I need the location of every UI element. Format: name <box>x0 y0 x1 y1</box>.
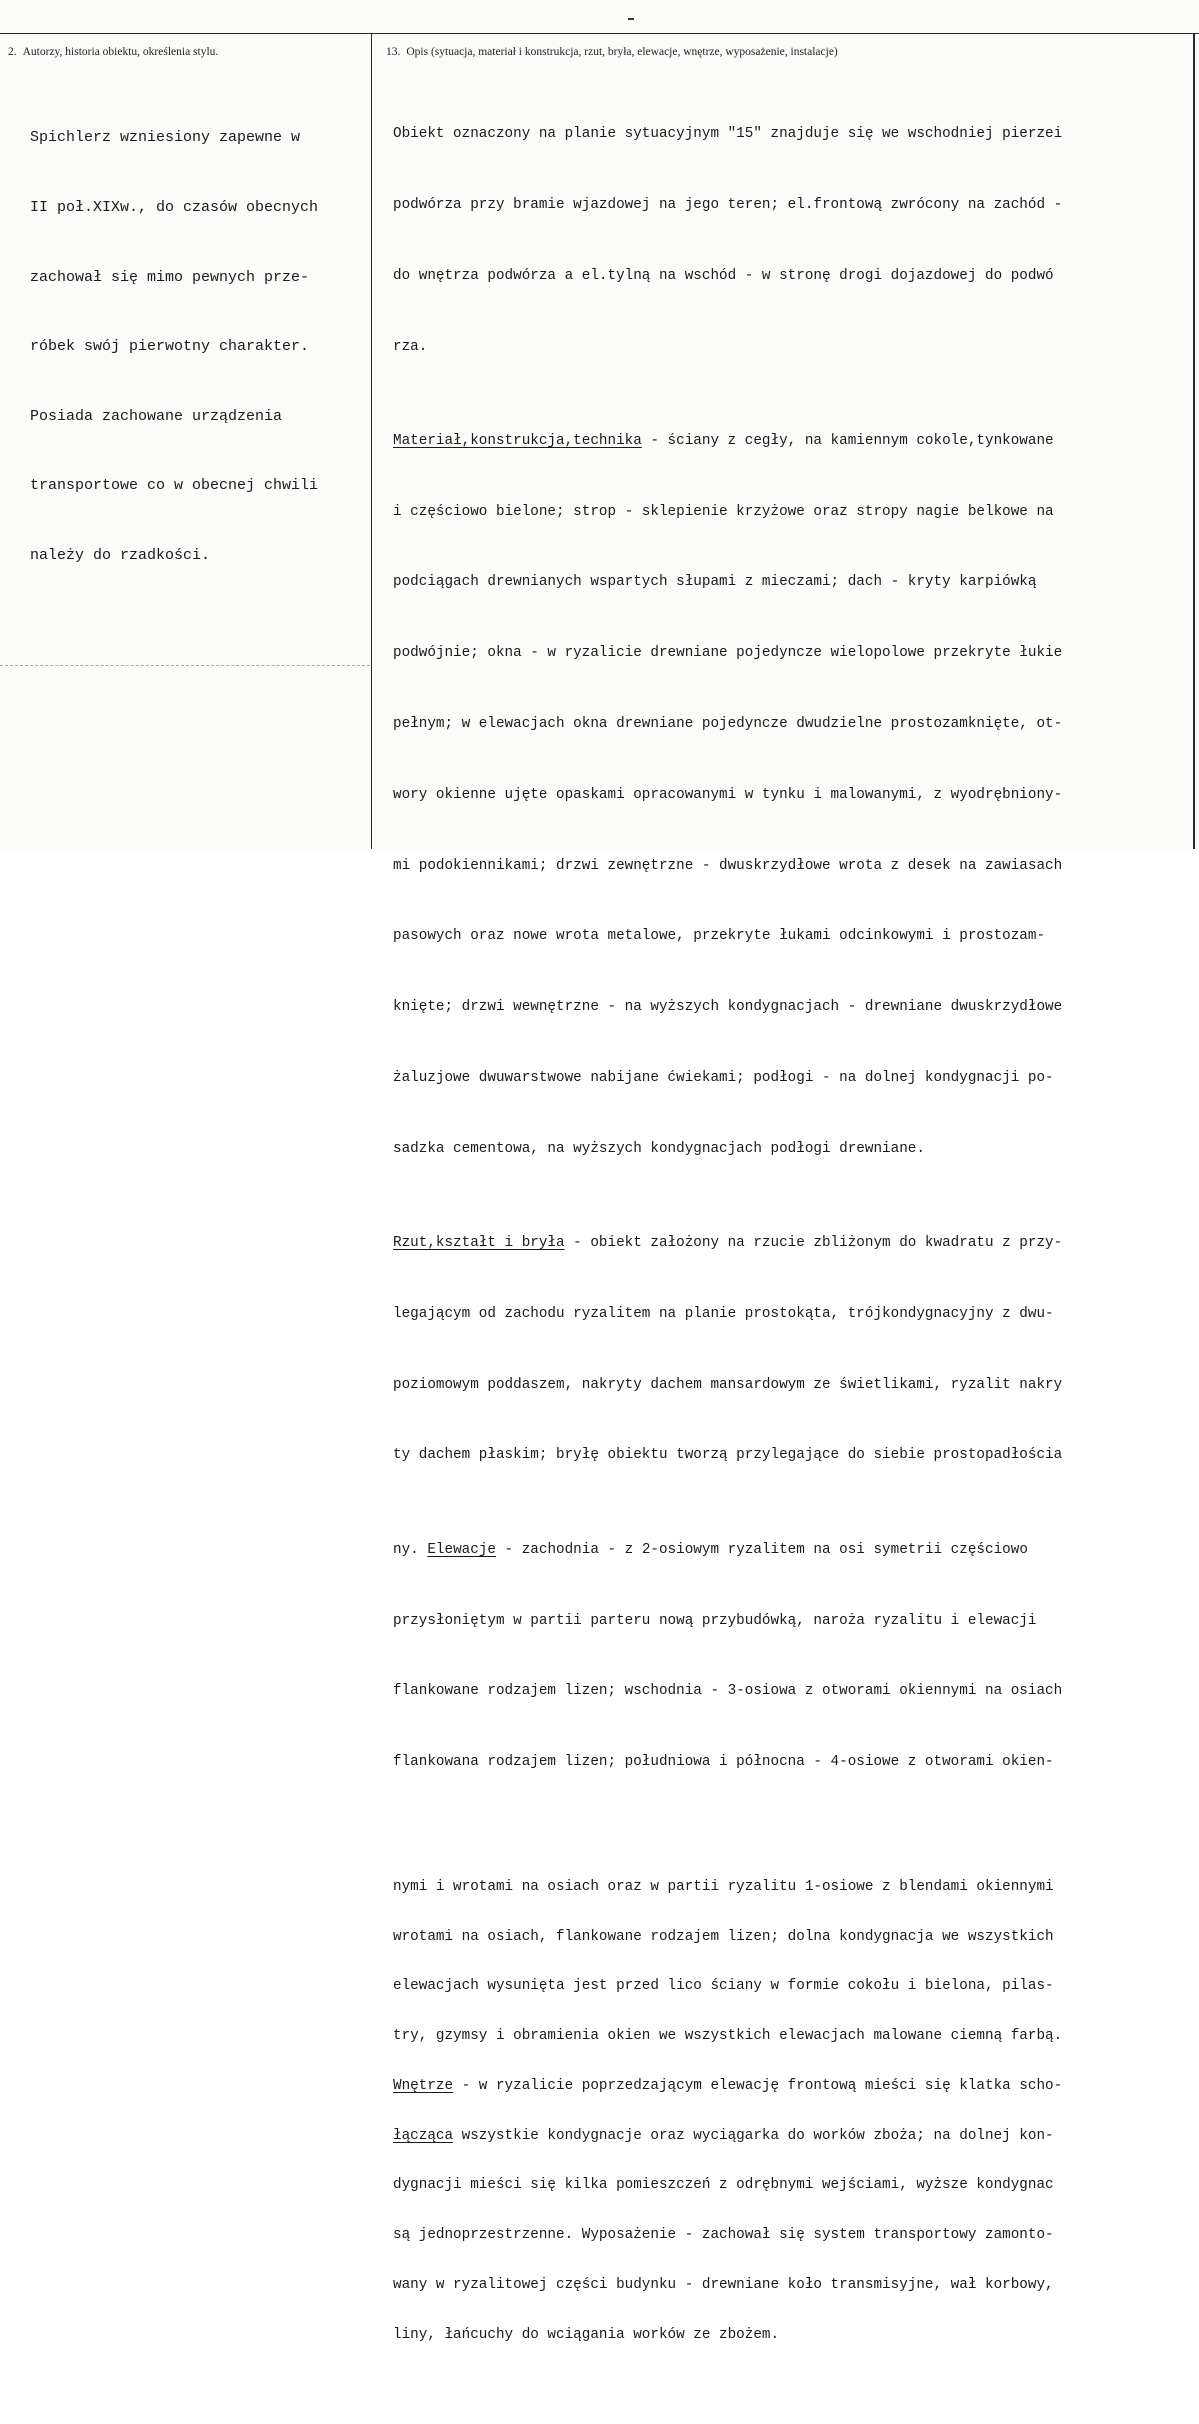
left-column-header <box>8 46 218 58</box>
rzut-heading: Rzut,kształt i bryła <box>393 1235 565 1252</box>
left-line: róbek swój pierwotny charakter. <box>30 338 310 356</box>
dashed-mark <box>0 665 370 666</box>
intro-line: do wnętrza podwórza a el.tylną na wschód - w stronę drogi dojazdowej do podwó <box>393 267 1054 284</box>
left-column-text <box>30 80 365 614</box>
dense-line: nymi i wrotami na osiach oraz w partii ryzalitu 1-osiowe z blendami okiennymi <box>393 1878 1054 1895</box>
left-line: należy do rzadkości. <box>30 547 211 565</box>
material-line: i częściowo bielone; strop - sklepienie krzyżowe oraz stropy nagie belkowe na <box>393 503 1054 520</box>
elewacje-first-line <box>393 1539 1193 1563</box>
material-first-line <box>393 430 1193 454</box>
intro-line: rza. <box>393 338 428 355</box>
rzut-line: legającym od zachodu ryzalitem na planie prostokąta, trójkondygnacyjny z dwu- <box>393 1305 1054 1322</box>
wnetrze-first-rest: - w ryzalicie poprzedzającym elewację frontową mieści się klatka scho- <box>453 2077 1063 2094</box>
rzut-line: ty dachem płaskim; bryłę obiektu tworzą przylegające do siebie prostopadłościa <box>393 1447 1063 1464</box>
right-header-title: Opis (sytuacja, materiał i konstrukcja, rzut, bryła, elewacje, wnętrze, wyposażenie, instalacje) <box>406 46 838 58</box>
wnetrze-line: dygnacji mieści się kilka pomieszczeń z odrębnymi wejściami, wyższe kondygnac <box>393 2177 1054 2194</box>
rzut-first-rest: - obiekt założony na rzucie zbliżonym do kwadratu z przy- <box>564 1235 1063 1252</box>
material-line: knięte; drzwi wewnętrzne - na wyższych kondygnacjach - drewniane dwuskrzydłowe <box>393 999 1063 1016</box>
rzut-first-line <box>393 1232 1193 1256</box>
material-line: żaluzjowe dwuwarstwowe nabijane ćwiekami; podłogi - na dolnej kondygnacji po- <box>393 1069 1054 1086</box>
dense-line: elewacjach wysunięta jest przed lico ściany w formie cokołu i bielona, pilas- <box>393 1978 1054 1995</box>
wnetrze-second-line <box>393 2128 1193 2145</box>
form-right-border <box>1193 33 1195 849</box>
material-line: sadzka cementowa, na wyższych kondygnacjach podłogi drewniane. <box>393 1140 925 1157</box>
elewacje-first-rest: - zachodnia - z 2-osiowym ryzalitem na osi symetrii częściowo <box>495 1541 1028 1558</box>
elewacje-line: flankowana rodzajem lizen; południowa i północna - 4-osiowe z otworami okien- <box>393 1754 1054 1771</box>
left-line: Posiada zachowane urządzenia <box>30 407 283 425</box>
wnetrze-line: są jednoprzestrzenne. Wyposażenie - zachował się system transportowy zamonto- <box>393 2227 1054 2244</box>
left-line: zachował się mimo pewnych prze- <box>30 268 310 286</box>
material-line: podwójnie; okna - w ryzalicie drewniane pojedyncze wielopolowe przekryte łukie <box>393 645 1063 662</box>
wnetrze-first-line <box>393 2078 1193 2095</box>
dense-line: wrotami na osiach, flankowane rodzajem lizen; dolna kondygnacja we wszystkich <box>393 1928 1054 1945</box>
rzut-line: poziomowym poddaszem, nakryty dachem mansardowym ze świetlikami, ryzalit nakry <box>393 1376 1063 1393</box>
material-line: mi podokiennikami; drzwi zewnętrzne - dwuskrzydłowe wrota z desek na zawiasach <box>393 857 1063 874</box>
left-header-number: 2. <box>8 46 17 58</box>
wnetrze-line: liny, łańcuchy do wciągania worków ze zbożem. <box>393 2326 780 2343</box>
form-top-border <box>0 33 1199 34</box>
column-divider <box>371 33 372 849</box>
wnetrze-second-heading: łącząca <box>393 2127 454 2144</box>
left-line: II poł.XIXw., do czasów obecnych <box>30 199 319 217</box>
elewacje-heading: Elewacje <box>427 1541 496 1558</box>
elewacje-line: flankowane rodzajem lizen; wschodnia - 3-osiowa z otworami okiennymi na osiach <box>393 1683 1063 1700</box>
intro-line: Obiekt oznaczony na planie sytuacyjnym "15" znajduje się we wschodniej pierzei <box>393 126 1063 143</box>
material-line: wory okienne ujęte opaskami opracowanymi w tynku i malowanymi, z wyodrębniony- <box>393 786 1063 803</box>
material-heading: Materiał,konstrukcja,technika <box>393 432 642 449</box>
material-line: pełnym; w elewacjach okna drewniane pojedyncze dwudzielne prostozamknięte, ot- <box>393 716 1063 733</box>
right-column-text <box>393 76 1193 2424</box>
elewacje-prefix: ny. <box>393 1541 428 1558</box>
right-header-number: 13. <box>386 46 401 58</box>
material-line: podciągach drewnianych wspartych słupami z mieczami; dach - kryty karpiówką <box>393 574 1037 591</box>
right-column-header <box>386 46 838 58</box>
left-line: transportowe co w obecnej chwili <box>30 477 319 495</box>
material-line: pasowych oraz nowe wrota metalowe, przekryte łukami odcinkowymi i prostozam- <box>393 928 1046 945</box>
wnetrze-heading: Wnętrze <box>393 2077 454 2094</box>
wnetrze-second-rest: wszystkie kondygnacje oraz wyciągarka do worków zboża; na dolnej kon- <box>453 2127 1054 2144</box>
elewacje-line: przysłoniętym w partii parteru nową przybudówką, naroża ryzalitu i elewacji <box>393 1612 1037 1629</box>
wnetrze-line: wany w ryzalitowej części budynku - drewniane koło transmisyjne, wał korbowy, <box>393 2276 1054 2293</box>
left-line: Spichlerz wzniesiony zapewne w <box>30 129 301 147</box>
dense-block <box>393 1846 1193 2377</box>
left-header-title: Autorzy, historia obiektu, określenia stylu. <box>22 46 219 58</box>
material-first-rest: - ściany z cegły, na kamiennym cokole,tynkowane <box>641 432 1054 449</box>
top-mark <box>628 18 634 20</box>
dense-line: try, gzymsy i obramienia okien we wszystkich elewacjach malowane ciemną farbą. <box>393 2028 1063 2045</box>
intro-line: podwórza przy bramie wjazdowej na jego teren; el.frontową zwrócony na zachód - <box>393 196 1063 213</box>
